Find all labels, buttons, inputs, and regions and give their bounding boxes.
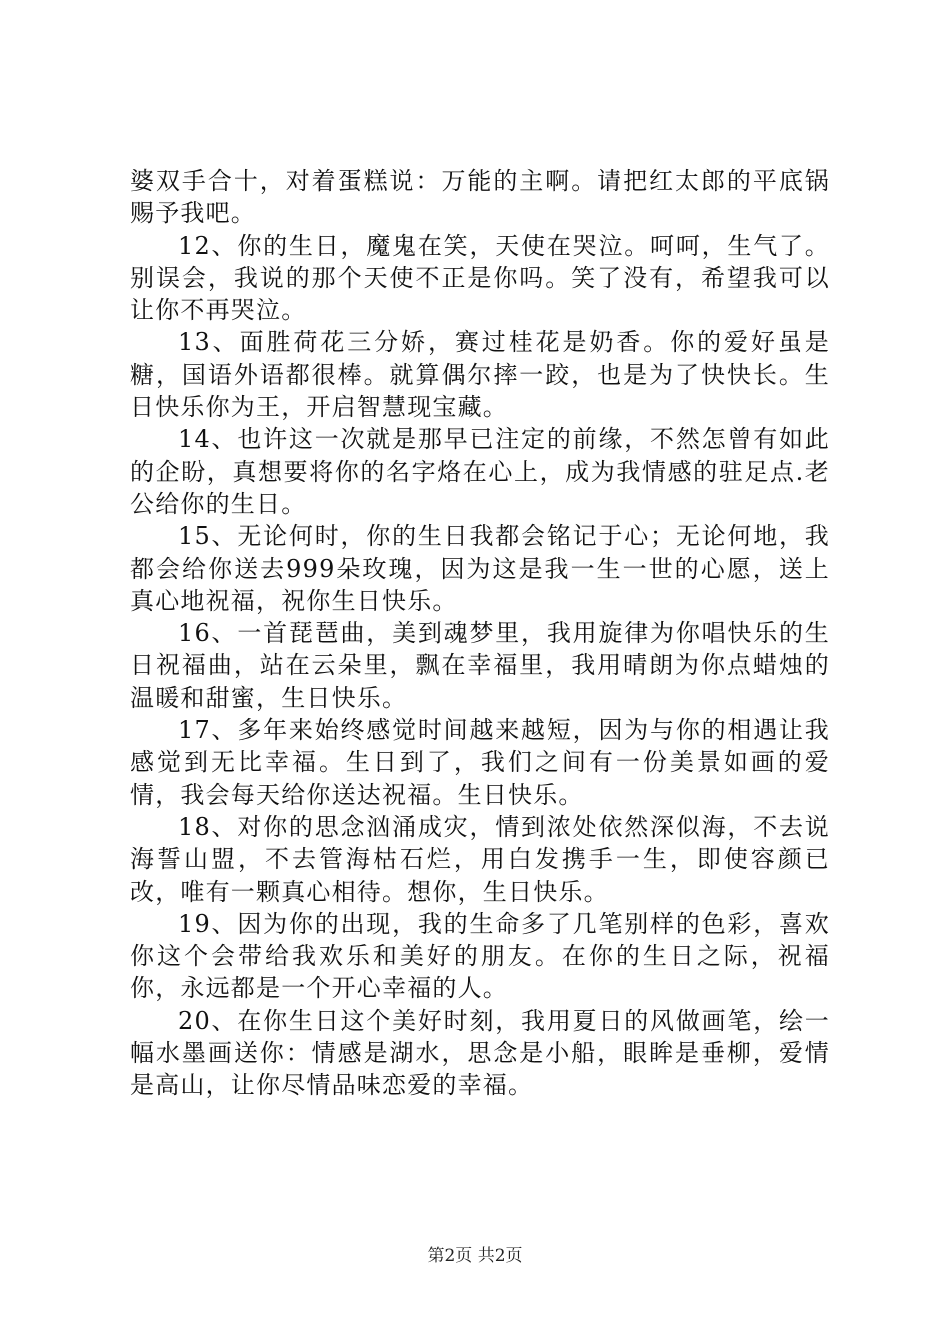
paragraph-15: 15、无论何时，你的生日我都会铭记于心；无论何地，我都会给你送去999朵玫瑰，因为这是我一生一世的心愿，送上真心地祝福，祝你生日快乐。 xyxy=(130,522,830,615)
paragraph-continuation: 婆双手合十，对着蛋糕说：万能的主啊。请把红太郎的平底锅赐予我吧。 xyxy=(130,167,830,228)
document-body xyxy=(130,165,830,1102)
paragraph-18: 18、对你的思念汹涌成灾，情到浓处依然深似海，不去说海誓山盟，不去管海枯石烂，用白发携手一生，即使容颜已改，唯有一颗真心相待。想你，生日快乐。 xyxy=(130,812,830,906)
paragraph-14: 14、也许这一次就是那早已注定的前缘，不然怎曾有如此的企盼，真想要将你的名字烙在心上，成为我情感的驻足点.老公给你的生日。 xyxy=(130,425,830,518)
paragraph-20: 20、在你生日这个美好时刻，我用夏日的风做画笔，绘一幅水墨画送你：情感是湖水，思念是小船，眼眸是垂柳，爱情是高山，让你尽情品味恋爱的幸福。 xyxy=(130,1006,830,1100)
page-footer: 第2页 共2页 xyxy=(427,1246,523,1266)
paragraph-12: 12、你的生日，魔鬼在笑，天使在哭泣。呵呵，生气了。别误会，我说的那个天使不正是你吗。笑了没有，希望我可以让你不再哭泣。 xyxy=(130,231,830,325)
paragraph-13: 13、面胜荷花三分娇，赛过桂花是奶香。你的爱好虽是糖，国语外语都很棒。就算偶尔摔一跤，也是为了快快长。生日快乐你为王，开启智慧现宝藏。 xyxy=(130,328,830,422)
paragraph-17: 17、多年来始终感觉时间越来越短，因为与你的相遇让我感觉到无比幸福。生日到了，我们之间有一份美景如画的爱情，我会每天给你送达祝福。生日快乐。 xyxy=(130,716,830,809)
paragraph-16: 16、一首琵琶曲，美到魂梦里，我用旋律为你唱快乐的生日祝福曲，站在云朵里，飘在幸福里，我用晴朗为你点蜡烛的温暖和甜蜜，生日快乐。 xyxy=(130,619,830,712)
paragraph-19: 19、因为你的出现，我的生命多了几笔别样的色彩，喜欢你这个会带给我欢乐和美好的朋友。在你的生日之际，祝福你，永远都是一个开心幸福的人。 xyxy=(130,909,830,1003)
